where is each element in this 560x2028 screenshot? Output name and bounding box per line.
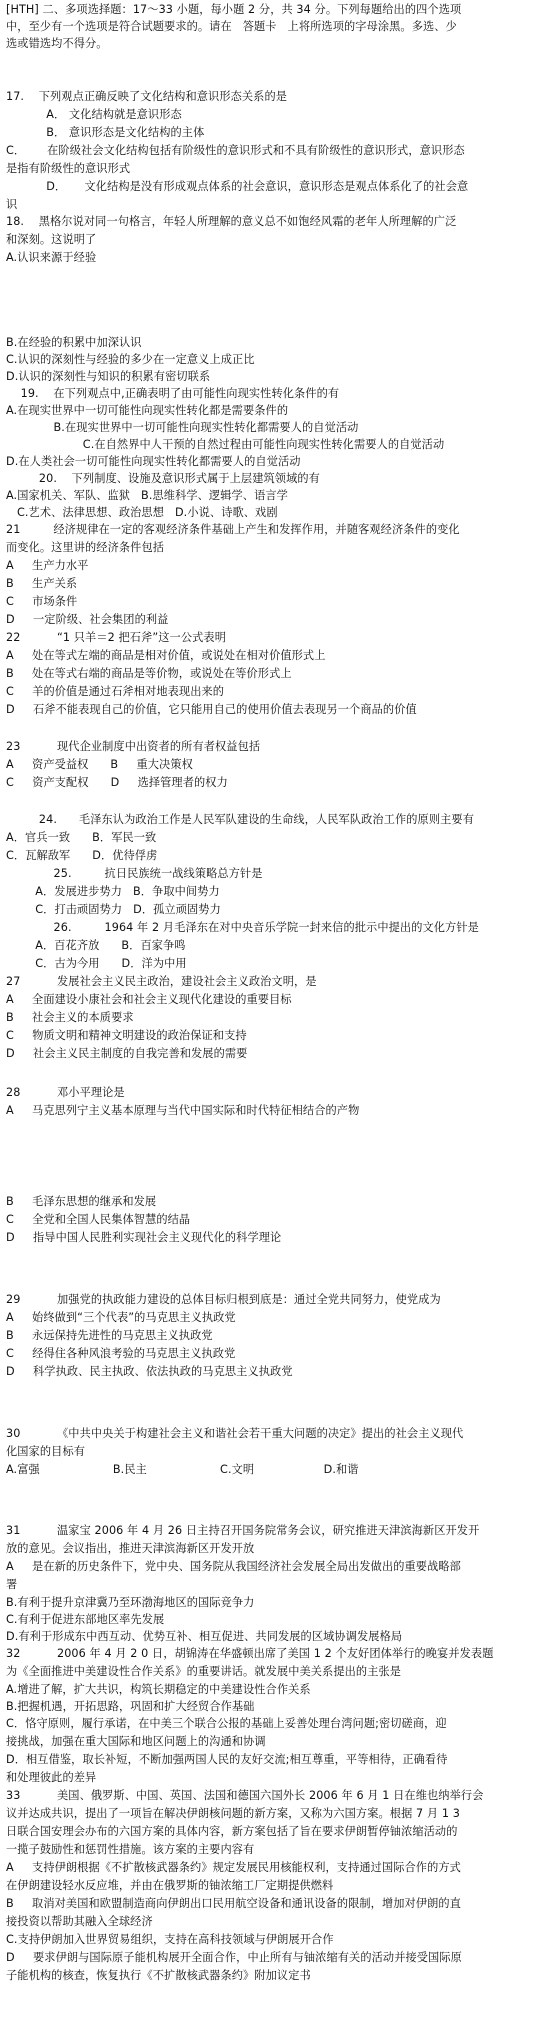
text-line: 28 邓小平理论是 <box>6 1086 125 1099</box>
text-line: D.认识的深刻性与知识的积累有密切联系 <box>6 370 211 383</box>
text-line: D 一定阶级、社会集团的利益 <box>6 613 169 626</box>
text-line: 33 美国、俄罗斯、中国、英国、法国和德国六国外长 2006 年 6 月 1 日在维也纳举行会 <box>6 1789 484 1802</box>
text-line: 和处理彼此的差异 <box>6 1771 97 1784</box>
text-line: A．发展进步势力 B．争取中间势力 <box>6 885 220 898</box>
text-line: 和深刻。这说明了 <box>6 233 97 246</box>
text-line: B 生产关系 <box>6 577 78 590</box>
text-line: 接挑战，加强在重大国际和地区问题上的沟通和协调 <box>6 1735 266 1748</box>
text-line: C.在自然界中人干预的自然过程由可能性向现实性转化需要人的自觉活动 <box>6 438 445 451</box>
text-line: 一揽子鼓励性和惩罚性措施。该方案的主要内容有 <box>6 1843 255 1856</box>
text-line: C.支持伊朗加入世界贸易组织，支持在高科技领域与伊朗展开合作 <box>6 1933 334 1946</box>
text-line: 为《全面推进中美建设性合作关系》的重要讲话。就发展中美关系提出的主张是 <box>6 1665 402 1678</box>
text-line: A.认识来源于经验 <box>6 251 97 264</box>
text-line: C．瓦解敌军 D．优待俘虏 <box>6 849 158 862</box>
text-line: 议并达成共识，提出了一项旨在解决伊朗核问题的新方案，又称为六国方案。根据 7 月 1 3 <box>6 1807 460 1820</box>
text-line: D 社会主义民主制度的自我完善和发展的需要 <box>6 1047 248 1060</box>
text-line: 是指有阶级性的意识形式 <box>6 162 131 175</box>
text-line: 放的意见。会议指出，推进天津滨海新区开发开放 <box>6 1542 255 1555</box>
text-line: 20. 下列制度、设施及意识形式属于上层建筑领域的有 <box>6 472 320 485</box>
text-line: D.有利于形成东中西互动、优势互补、相互促进、共同发展的区域协调发展格局 <box>6 1630 403 1643</box>
text-line: C．打击顽固势力 D．孤立顽固势力 <box>6 903 221 916</box>
text-line: A 马克思列宁主义基本原理与当代中国实际和时代特征相结合的产物 <box>6 1104 360 1117</box>
text-line: D 指导中国人民胜利实现社会主义现代化的科学理论 <box>6 1231 282 1244</box>
text-line: D．相互借鉴，取长补短，不断加强两国人民的友好交流;相互尊重，平等相待，正确看待 <box>6 1753 448 1766</box>
text-line: B.有利于提升京津冀乃至环渤海地区的国际竞争力 <box>6 1596 255 1609</box>
text-line: A 处在等式左端的商品是相对价值，或说处在相对价值形式上 <box>6 649 326 662</box>
text-line: 化国家的目标有 <box>6 1445 86 1458</box>
text-line: C 全党和全国人民集体智慧的结晶 <box>6 1213 191 1226</box>
text-line: C． 在阶级社会文化结构包括有阶级性的意识形式和不具有阶级性的意识形式，意识形态 <box>6 144 465 157</box>
text-line: 17. 下列观点正确反映了文化结构和意识形态关系的是 <box>6 90 288 103</box>
text-line: B． 意识形态是文化结构的主体 <box>6 126 205 139</box>
text-line: C 资产支配权 D 选择管理者的权力 <box>6 776 228 789</box>
text-line: B.在现实世界中一切可能性向现实性转化都需要人的自觉活动 <box>6 421 359 434</box>
text-line: 27 发展社会主义民主政治，建设社会主义政治文明，是 <box>6 975 317 988</box>
text-line: 19. 在下列观点中,正确表明了由可能性向现实性转化条件的有 <box>6 387 340 400</box>
text-line: 18. 黑格尔说对同一句格言，年轻人所理解的意义总不如饱经风霜的老年人所理解的广泛 <box>6 215 457 228</box>
text-line: 子能机构的核查，恢复执行《不扩散核武器条约》附加议定书 <box>6 1969 311 1982</box>
text-line: A 生产力水平 <box>6 559 89 572</box>
text-line: C．古为今用 D．洋为中用 <box>6 957 187 970</box>
text-line: 22 “1 只羊＝2 把石斧”这一公式表明 <box>6 631 226 644</box>
text-line: A． 文化结构就是意识形态 <box>6 108 182 121</box>
text-line: 32 2006 年 4 月 2 0 日，胡锦涛在华盛顿出席了美国 1 2 个友好团体举行的晚宴并发表题 <box>6 1647 494 1660</box>
text-line: B 社会主义的本质要求 <box>6 1011 134 1024</box>
text-line: C 物质文明和精神文明建设的政治保证和支持 <box>6 1029 247 1042</box>
text-line: D 石斧不能表现自己的价值，它只能用自己的使用价值去表现另一个商品的价值 <box>6 703 417 716</box>
text-line: 24. 毛泽东认为政治工作是人民军队建设的生命线，人民军队政治工作的原则主要有 <box>6 813 474 826</box>
text-line: 31 温家宝 2006 年 4 月 26 日主持召开国务院常务会议，研究推进天津滨海新区开发开 <box>6 1524 480 1537</box>
text-line: B.在经验的积累中加深认识 <box>6 336 142 349</box>
text-line: A．官兵一致 B．军民一致 <box>6 831 157 844</box>
text-line: A 全面建设小康社会和社会主义现代化建设的重要目标 <box>6 993 292 1006</box>
text-line: A.国家机关、军队、监狱 B.思维科学、逻辑学、语言学 <box>6 489 288 502</box>
text-line: 而变化。这里讲的经济条件包括 <box>6 541 165 554</box>
text-line: C 市场条件 <box>6 595 78 608</box>
text-line: 署 <box>6 1578 18 1591</box>
text-line: C 经得住各种风浪考验的马克思主义执政党 <box>6 1347 236 1360</box>
text-line: 选或错选均不得分。 <box>6 37 108 50</box>
text-line: A 是在新的历史条件下，党中央、国务院从我国经济社会发展全局出发做出的重要战略部 <box>6 1560 461 1573</box>
text-line: 接投资以帮助其融入全球经济 <box>6 1915 153 1928</box>
text-line: B 处在等式右端的商品是等价物，或说处在等价形式上 <box>6 667 292 680</box>
text-line: B 永远保持先进性的马克思主义执政党 <box>6 1329 213 1342</box>
text-line: A.增进了解，扩大共识，构筑长期稳定的中美建设性合作关系 <box>6 1683 311 1696</box>
text-line: A.富强 B.民主 C.文明 D.和谐 <box>6 1463 359 1476</box>
text-line: A 始终做到“三个代表”的马克思主义执政党 <box>6 1311 236 1324</box>
text-line: C.艺术、法律思想、政治思想 D.小说、诗歌、戏剧 <box>6 506 278 519</box>
text-line: C.有利于促进东部地区率先发展 <box>6 1613 165 1626</box>
text-line: 21 经济规律在一定的客观经济条件基础上产生和发挥作用，并随客观经济条件的变化 <box>6 523 460 536</box>
text-line: 识 <box>6 198 18 211</box>
text-line: D 科学执政、民主执政、依法执政的马克思主义执政党 <box>6 1365 293 1378</box>
text-line: 23 现代企业制度中出资者的所有者权益包括 <box>6 740 261 753</box>
text-line: D.在人类社会一切可能性向现实性转化都需要人的自觉活动 <box>6 455 301 468</box>
text-line: 日联合国安理会办布的六国方案的具体内容，新方案包括了旨在要求伊朗暂停铀浓缩活动的 <box>6 1825 458 1838</box>
text-line: C．恪守原则，履行承诺，在中美三个联合公报的基础上妥善处理台湾问题;密切磋商，迎 <box>6 1717 447 1730</box>
text-line: D 要求伊朗与国际原子能机构展开全面合作，中止所有与铀浓缩有关的活动并接受国际原 <box>6 1951 462 1964</box>
text-line: 在伊朗建设轻水反应堆，并由在俄罗斯的铀浓缩工厂定期提供燃料 <box>6 1879 334 1892</box>
text-line: A 资产受益权 B 重大决策权 <box>6 758 193 771</box>
text-line: C 羊的价值是通过石斧相对地表现出来的 <box>6 685 225 698</box>
text-line: 30 《中共中央关于构建社会主义和谐社会若干重大问题的决定》提出的社会主义现代 <box>6 1427 464 1440</box>
text-line: 29 加强党的执政能力建设的总体目标归根到底是：通过全党共同努力，使党成为 <box>6 1293 441 1306</box>
text-line: D． 文化结构是没有形成观点体系的社会意识，意识形态是观点体系化了的社会意 <box>6 180 469 193</box>
text-line: 26. 1964 年 2 月毛泽东在对中央音乐学院一封来信的批示中提出的文化方针是 <box>6 921 479 934</box>
text-line: 25. 抗日民族统一战线策略总方针是 <box>6 867 263 880</box>
text-line: 中，至少有一个选项是符合试题要求的。请在 答题卡 上将所选项的字母涂黑。多选、少 <box>6 20 457 33</box>
text-line: A．百花齐放 B．百家争鸣 <box>6 939 186 952</box>
text-line: B 取消对美国和欧盟制造商向伊朗出口民用航空设备和通讯设备的限制，增加对伊朗的直 <box>6 1897 461 1910</box>
text-line: B.把握机遇，开拓思路，巩固和扩大经贸合作基础 <box>6 1700 255 1713</box>
text-line: B 毛泽东思想的继承和发展 <box>6 1195 157 1208</box>
text-line: A 支持伊朗根据《不扩散核武器条约》规定发展民用核能权利，支持通过国际合作的方式 <box>6 1861 461 1874</box>
text-line: [HTH] 二、多项选择题：17～33 小题，每小题 2 分，共 34 分。下列每题给出的四个选项 <box>6 3 462 16</box>
text-line: A.在现实世界中一切可能性向现实性转化都是需要条件的 <box>6 404 289 417</box>
text-line: C.认识的深刻性与经验的多少在一定意义上成正比 <box>6 353 255 366</box>
